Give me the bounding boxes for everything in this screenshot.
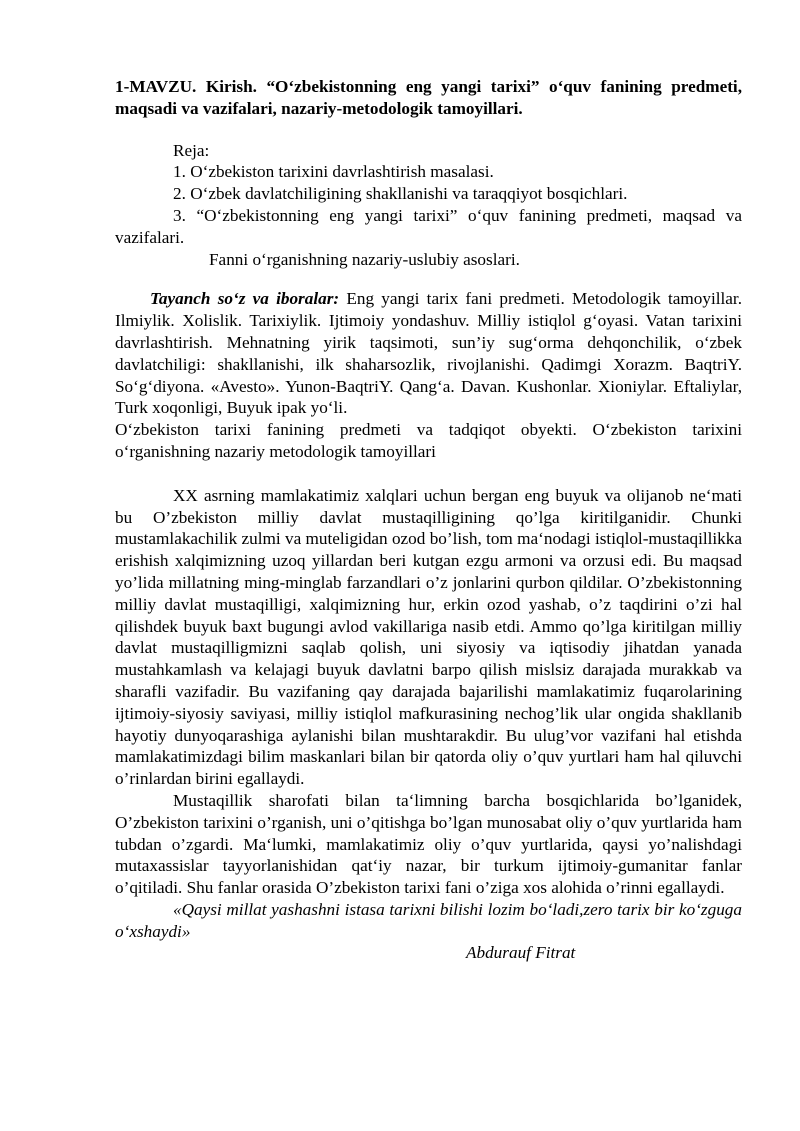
keywords-paragraph: [115, 288, 742, 419]
document-page: [115, 76, 742, 964]
keywords-label: Tayanch so‘z va iboralar:: [150, 289, 340, 309]
epigraph-quote: «Qaysi millat yashashni istasa tarixni bilishi lozim bo‘ladi,zero tarix bir ko‘zguga o‘xshaydi»: [115, 899, 742, 941]
plan-item: 1. O‘zbekiston tarixini davrlashtirish masalasi.: [173, 162, 494, 182]
subject-line: O‘zbekiston tarixi fanining predmeti va tadqiqot obyekti. O‘zbekiston tarixini o‘rganishning nazariy metodologik tamoyillari: [115, 420, 742, 461]
plan-section: [115, 140, 742, 271]
body-paragraph: Mustaqillik sharofati bilan ta‘limning barcha bosqichlarida bo’lganidek, O’zbekiston tarixini o’rganish, uni o’qitishga bo’lgan munosabat oliy o’quv yurtlarida ham tubdan o’zgardi. Ma‘lumki, mamlakatimiz oliy o’quv yurtlarida, qaysi yo’nalishdagi mutaxassislar tayyorlanishidan qat‘iy nazar, bir turkum ijtimoiy-gumanitar fanlar o’qitiladi. Shu fanlar orasida O’zbekiston tarixi fani o’ziga xos alohida o’rinni egallaydi.: [115, 790, 742, 898]
plan-subheading: Fanni o‘rganishning nazariy-uslubiy asoslari.: [209, 249, 520, 269]
plan-item: 3. “O‘zbekistonning eng yangi tarixi” o‘quv fanining predmeti, maqsad va vazifalari.: [115, 205, 742, 247]
page-title: 1-MAVZU. Kirish. “O‘zbekistonning eng yangi tarixi” o‘quv fanining predmeti, maqsadi va vazifalari, nazariy-metodologik tamoyillari.: [115, 77, 742, 118]
keywords-text: Eng yangi tarix fani predmeti. Metodologik tamoyillar. Ilmiylik. Xolislik. Tarixiylik. Ijtimoiy yondashuv. Milliy istiqlol g‘oyasi. Vatan tarixini davrlashtirish. Mehnatning yirik taqsimoti, sun’iy sug‘orma dehqonchilik, o‘zbek davlatchiligi: shakllanishi, ilk shaharsozlik, rivojlanishi. Qadimgi Xorazm. BaqtriY. So‘g‘diyona. «Avesto». Yunon-BaqtriY. Qang‘a. Davan. Kushonlar. Xioniylar. Eftaliylar, Turk xoqonligi, Buyuk ipak yo‘li.: [115, 289, 742, 418]
quote-author: Abdurauf Fitrat: [466, 943, 576, 963]
body-paragraph: XX asrning mamlakatimiz xalqlari uchun bergan eng buyuk va olijanob ne‘mati bu O’zbekiston milliy davlat mustaqilligining qo’lga kiritilganidir. Chunki mustamlakachilik zulmi va muteligidan ozod bo’lish, tom ma‘nodagi istiqlol-mustaqillikka erishish xalqimizning uzoq yillardan beri kutgan ezgu armoni va orzusi edi. Bu maqsad yo’lida millatning ming-minglab farzandlari o’z jonlarini qurbon qildilar. O’zbekistonning milliy davlat mustaqilligi, xalqimizning hur, erkin ozod yashab, o’z taqdirini o’zi hal qilishdek buyuk baxt bugungi avlod vakillariga nasib etdi. Ammo qo’lga kiritilgan milliy davlat mustaqilligmizni saqlab qolish, uni siyosiy va iqtisodiy jihatdan yanada mustahkamlash va kelajagi buyuk davlatni barpo qilish mislsiz darajada murakkab va sharafli vazifadir. Bu vazifaning qay darajada bajarilishi mamlakatimiz fuqarolarining ijtimoiy-siyosiy saviyasi, milliy istiqlol mafkurasining nechog’lik ular ongida shakllanib hayotiy dunyoqarashiga aylanishi bilan mushtarakdir. Bu ulug’vor vazifani hal etishda mamlakatimizdagi bilim maskanlari bilan bir qatorda oliy o’quv yurtlari ham hal qiluvchi o’rinlardan birini egallaydi.: [115, 485, 742, 789]
spacer: [115, 463, 742, 485]
plan-item: 2. O‘zbek davlatchiligining shakllanishi va taraqqiyot bosqichlari.: [173, 184, 628, 204]
plan-heading: Reja:: [173, 140, 210, 160]
